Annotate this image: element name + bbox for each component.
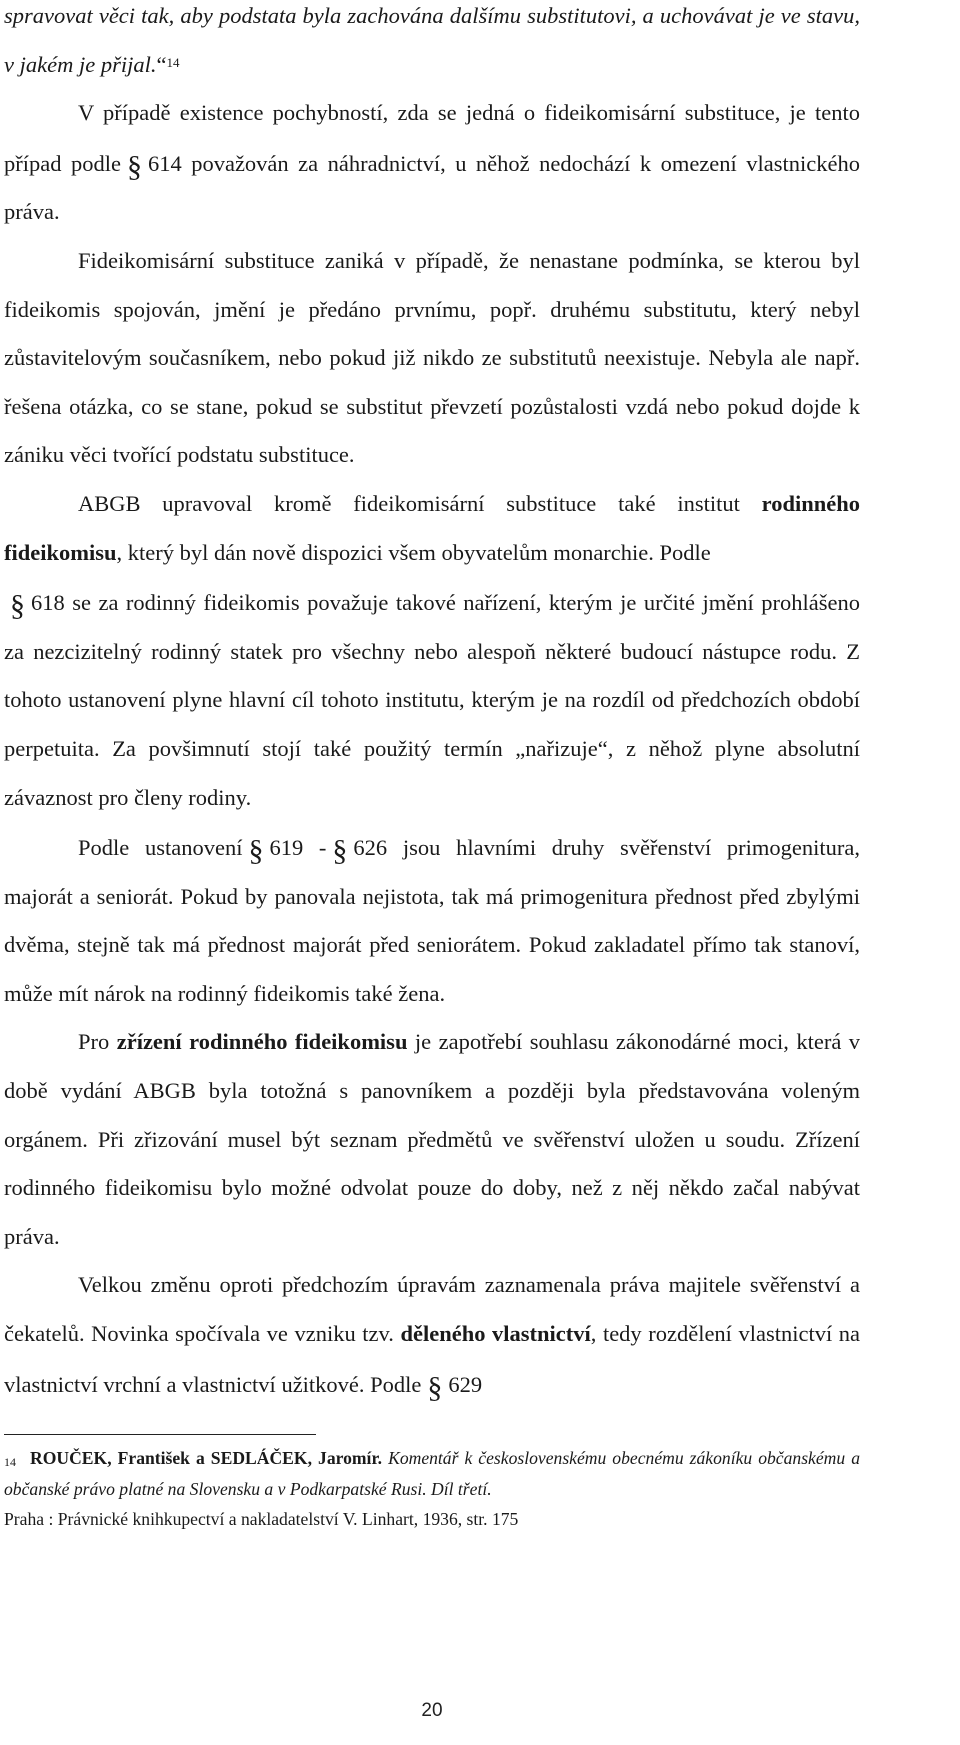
paragraph-6-text-b: je zapotřebí souhlasu zákonodárné moci, která v době vydání ABGB byla totožná s panovníkem a později byla představována voleným orgánem. Při zřizování musel být seznam předmětů ve svěřenství uložen u soudu. Zřízení rodinného fideikomisu bylo možné odvolat pouze do doby, než z něj někdo začal nabývat práva. <box>4 1029 861 1249</box>
footnote-reference-14[interactable]: 14 <box>166 54 180 70</box>
paragraph-5 <box>4 822 860 1018</box>
footnote-title: Komentář k československému obecnému zákoníku občanskému a občanské právo platné na Slovensku a v Podkarpatské Rusi. Díl třetí. <box>4 1448 860 1499</box>
paragraph-3-text: Fideikomisární substituce zaniká v případě, že nenastane podmínka, se kterou byl fideikomis spojován, jmění je předáno prvnímu, popř. druhému substitutu, který nebyl zůstavitelovým současníkem, nebo pokud již nikdo ze substitutů neexistuje. Nebyla ale např. řešena otázka, co se stane, pokud se substitut převzetí pozůstalosti vzdá nebo pokud dojde k zániku věci tvořící podstatu substituce. <box>4 247 860 468</box>
paragraph-2 <box>4 89 860 237</box>
section-sign: § <box>248 834 264 868</box>
bold-term-delene-vlastnictvi: děleného vlastnictví <box>400 1321 591 1347</box>
paragraph-4-text-a: ABGB upravoval kromě fideikomisární substituce také institut <box>78 490 740 516</box>
paragraph-3 <box>4 237 860 480</box>
footnote-number: 14 <box>4 1455 16 1469</box>
document-body <box>4 0 860 1409</box>
closing-quote: “ <box>156 51 167 77</box>
paragraph-4 <box>4 480 860 822</box>
paragraph-5-text-b: 619 - <box>269 835 327 861</box>
footnote-authors: ROUČEK, František a SEDLÁČEK, Jaromír. <box>30 1448 383 1468</box>
section-sign: § <box>332 834 348 868</box>
paragraph-7-text-b: , tedy rozdělení vlastnictví na vlastnictví vrchní a vlastnictví užitkové. Podle <box>4 1321 861 1397</box>
paragraph-4-text-c: 618 se za rodinný fideikomis považuje takové nařízení, kterým je určité jmění prohlášeno za nezcizitelný rodinný statek pro všechny nebo alespoň některé budoucí nástupce rodu. Z tohoto ustanovení plyne hlavní cíl tohoto institutu, kterým je na rozdíl od předchozích období perpetuita. Za povšimnutí stojí také použitý termín „nařizuje“, z něhož plyne absolutní závaznost pro členy rodiny. <box>4 590 860 810</box>
paragraph-1 <box>4 0 860 89</box>
paragraph-1-text: spravovat věci tak, aby podstata byla zachována dalšímu substitutovi, a uchovávat je ve stavu, v jakém je přijal. <box>4 3 860 77</box>
paragraph-7-text-a: Velkou změnu oproti předchozím úpravám zaznamenala práva majitele svěřenství a čekatelů. Novinka spočívala ve vzniku tzv. <box>4 1272 860 1347</box>
paragraph-7-text-c: 629 <box>448 1371 483 1397</box>
paragraph-4-text-b: , který byl dán nově dispozici všem obyvatelům monarchie. Podle <box>116 539 711 565</box>
paragraph-2-text-b: 614 považován za náhradnictví, u něhož nedochází k omezení vlastnického práva. <box>4 150 861 225</box>
bold-term-rodinny-fideikomis: rodinného fideikomisu <box>4 490 860 565</box>
paragraph-5-text-c: 626 jsou hlavními druhy svěřenství primogenitura, majorát a seniorát. Pokud by panovala nejistota, tak má primogenitura přednost před zbylými dvěma, stejně tak má přednost majorát před seniorátem. Pokud zakladatel přímo tak stanoví, může mít nárok na rodinný fideikomis také žena. <box>4 835 861 1006</box>
footnote-publisher: Praha : Právnické knihkupectví a nakladatelství V. Linhart, 1936, str. 175 <box>4 1509 519 1529</box>
footnote-14 <box>4 1443 860 1535</box>
section-sign: § <box>126 149 142 183</box>
paragraph-6-text-a: Pro <box>78 1029 110 1055</box>
section-sign: § <box>427 1370 443 1404</box>
paragraph-6 <box>4 1018 860 1261</box>
paragraph-2-text-a: V případě existence pochybností, zda se jedná o fideikomisární substituce, je tento případ podle <box>4 100 860 176</box>
bold-term-zrizeni-fideikomisu: zřízení rodinného fideikomisu <box>116 1029 408 1055</box>
paragraph-7 <box>4 1261 860 1409</box>
paragraph-5-text-a: Podle ustanovení <box>78 835 243 861</box>
page-number: 20 <box>421 1700 443 1721</box>
section-sign: § <box>10 589 25 623</box>
footnote-separator <box>4 1434 316 1435</box>
